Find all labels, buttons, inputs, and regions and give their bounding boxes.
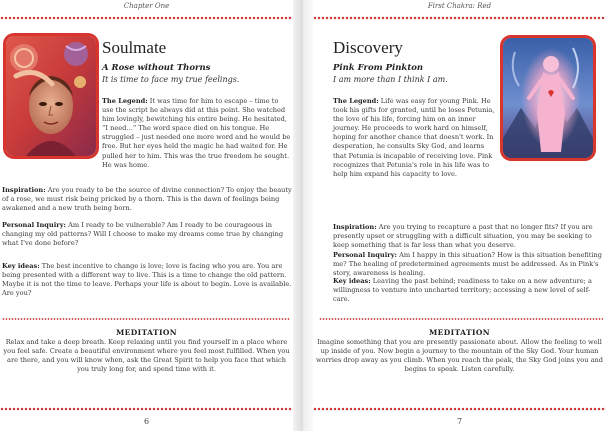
book-gutter	[293, 0, 313, 431]
inquiry-label-right: Personal Inquiry:	[333, 251, 397, 259]
top-divider-left	[0, 16, 293, 20]
inspiration-label-right: Inspiration:	[333, 223, 377, 231]
inquiry-paragraph-right	[333, 251, 603, 278]
key-ideas-paragraph-right	[333, 277, 603, 304]
key-ideas-label-left: Key ideas:	[2, 262, 40, 270]
motto-right: I am more than I think I am.	[333, 75, 448, 84]
inquiry-paragraph-left	[2, 221, 292, 248]
inspiration-text-right: Are you trying to recapture a past that no longer fits? If you are presently upset or struggling with a difficult situation, you may be seeking to keep something that is far less than what you deserve.	[333, 223, 593, 250]
meditation-title-left: MEDITATION	[115, 328, 178, 337]
legend-text-left: It was time for him to escape – time to use the script he always did at this point. She watched him lovingly, bewitching his entire being. He hesitated, “I need…” The word space died on his tongue. He struggled – just needed one more word and he would be free. But her eyes held the magic he had waited for. He pulled her to him. This was the true freedom he sought. He was home.	[102, 97, 291, 169]
meditation-divider-left	[2, 318, 290, 320]
meditation-divider-right	[319, 318, 603, 320]
meditation-title-right: MEDITATION	[428, 328, 491, 337]
legend-label-right: The Legend:	[333, 97, 379, 105]
running-head-left: Chapter One	[123, 2, 170, 10]
bottom-divider-right	[313, 407, 606, 411]
inspiration-paragraph-right	[333, 223, 603, 250]
left-page	[0, 0, 293, 431]
meditation-text-right: Imagine something that you are presently passionate about. Allow the feeling to well up inside of you. Now begin a journey to the mountain of the Sky God. Your human worries drop away as you climb. When you reach the peak, the Sky God joins you and begins to speak. Listen carefully.	[316, 338, 603, 374]
subtitle-right: Pink From Pinkton	[333, 63, 424, 73]
bottom-divider-left	[0, 407, 293, 411]
inquiry-text-right: Am I happy in this situation? How is this situation benefiting me? The healing of predetermined agreements must be addressed. As in Pink's story, awareness is healing.	[333, 251, 603, 278]
legend-label-left: The Legend:	[102, 97, 148, 105]
legend-paragraph-right	[333, 97, 495, 179]
inspiration-text-left: Are you ready to be the source of divine connection? To enjoy the beauty of a rose, we must risk being pricked by a thorn. This is the dawn of feelings being awakened and a new truth being born.	[2, 186, 292, 213]
key-ideas-paragraph-left	[2, 262, 292, 298]
inquiry-label-left: Personal Inquiry:	[2, 221, 66, 229]
top-divider-right	[313, 16, 606, 20]
inspiration-paragraph-left	[2, 186, 292, 213]
motto-left: It is time to face my true feelings.	[102, 75, 240, 84]
key-ideas-label-right: Key ideas:	[333, 277, 371, 285]
inspiration-label-left: Inspiration:	[2, 186, 46, 194]
key-ideas-text-left: The best incentive to change is love; love is facing who you are. You are being presented with a different way to live. This is a time to change the old pattern. Maybe it is not the time to leave. Perhaps your life is about to begin. Love is available. Are you?	[2, 262, 292, 298]
page-title-left: Soulmate	[102, 38, 167, 57]
key-ideas-text-right: Leaving the past behind; readiness to take on a new adventure; a willingness to venture into uncharted territory; accessing a new level of self-care.	[333, 277, 592, 304]
right-page	[313, 0, 606, 431]
running-head-right: First Chakra: Red	[427, 2, 492, 10]
soulmate-portrait-icon	[6, 36, 96, 156]
meditation-text-left: Relax and take a deep breath. Keep relaxing until you find yourself in a place where you feel safe. Create a beautiful environment where you feel most fulfilled. When you are there, and you will know when, ask the Great Spirit to help you face that which you truly long for, and spend time with it.	[3, 338, 290, 374]
subtitle-left: A Rose without Thorns	[102, 63, 211, 73]
page-number-left: 6	[143, 417, 150, 426]
glowing-figure-icon	[503, 38, 593, 158]
legend-paragraph-left	[102, 97, 292, 170]
inquiry-text-left: Am I ready to be vulnerable? Am I ready to be courageous in changing my old patterns? Will I choose to make my dreams come true by changing what I've done before?	[2, 221, 284, 248]
legend-text-right: Life was easy for young Pink. He took his gifts for granted, until he loses Petunia, the love of his life, forcing him on an inner journey. He proceeds to work hard on himself, hoping for another chance that doesn't work. In desperation, he consults Sky God, and learns that Petunia is incapable of receiving love. Pink recognizes that Petunia's role in his life was to help him expand his capacity to love.	[333, 97, 495, 178]
page-title-right: Discovery	[333, 38, 403, 57]
page-number-right: 7	[456, 417, 463, 426]
